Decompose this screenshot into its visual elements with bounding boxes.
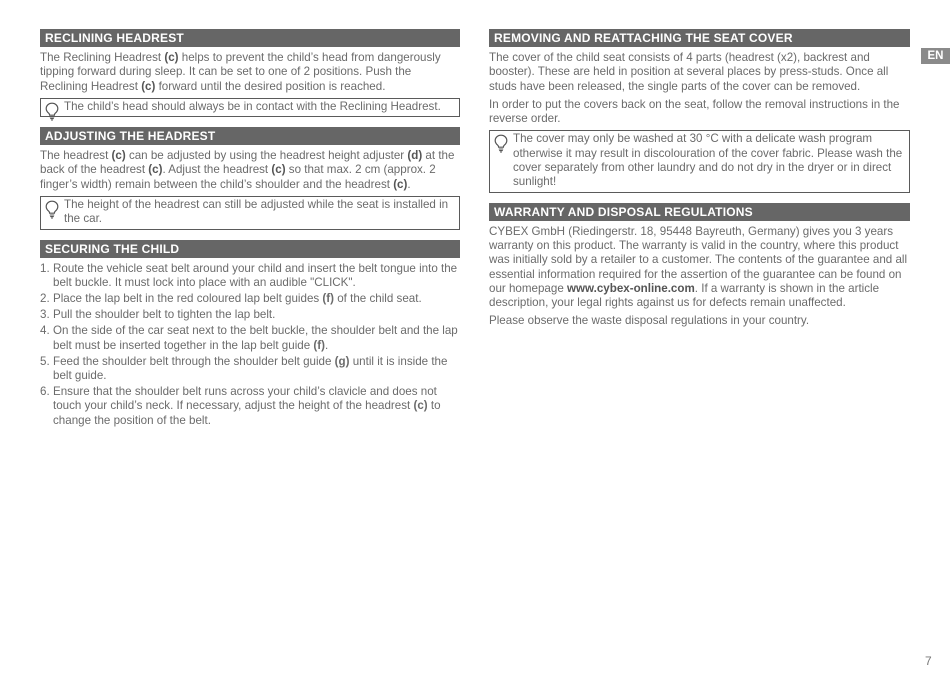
list-item [40, 324, 460, 353]
bold-reference: (c) [141, 79, 156, 93]
step-text: Feed the shoulder belt through the shoulder belt guide (g) until it is inside the belt guide. [53, 354, 448, 382]
note-text: The child’s head should always be in contact with the Reclining Headrest. [64, 99, 441, 113]
section-heading: RECLINING HEADREST [40, 29, 460, 47]
bold-reference: (c) [271, 163, 286, 177]
page-number: 7 [925, 654, 932, 668]
section-heading: WARRANTY AND DISPOSAL REGULATIONS [489, 203, 910, 221]
paragraph: The Reclining Headrest (c) helps to prevent the child’s head from dangerously tipping forward during sleep. It can be set to one of 2 positions. Push the Reclining Headrest (c) forward until the desired position is reached. [40, 51, 441, 93]
step-text: Ensure that the shoulder belt runs across your child’s clavicle and does not touch your child’s neck. If necessary, adjust the height of the headrest (c) to change the position of the belt. [53, 385, 441, 427]
lightbulb-icon [494, 134, 508, 153]
note-box [40, 98, 460, 117]
step-text: Pull the shoulder belt to tighten the lap belt. [53, 308, 276, 322]
section-heading: SECURING THE CHILD [40, 240, 460, 258]
bold-reference: (c) [148, 163, 163, 177]
bold-reference: (c) [413, 399, 428, 413]
step-number: 1. [40, 261, 50, 275]
step-number: 2. [40, 292, 50, 306]
note-text: The height of the headrest can still be adjusted while the seat is installed in the car. [64, 198, 449, 226]
lightbulb-icon [45, 200, 59, 219]
section-heading: ADJUSTING THE HEADREST [40, 127, 460, 145]
list-item [40, 262, 460, 291]
paragraph: The headrest (c) can be adjusted by using the headrest height adjuster (d) at the back of the headrest (c). Adjust the headrest (c) so that max. 2 cm (approx. 2 finger’s width) remain between the child’s shoulder and the headrest (c). [40, 149, 455, 191]
step-text: On the side of the car seat next to the belt buckle, the shoulder belt and the lap belt must be inserted together in the lap belt guide (f). [53, 324, 458, 352]
list-item [40, 355, 460, 384]
section-heading: REMOVING AND REATTACHING THE SEAT COVER [489, 29, 910, 47]
list-item [40, 308, 460, 322]
bold-reference: (d) [407, 149, 423, 163]
step-number: 5. [40, 354, 50, 368]
note-text: The cover may only be washed at 30 °C with a delicate wash program otherwise it may result in discolouration of the cover fabric. Please wash the cover separately from other laundry and do not dry in the dryer or in direct sunlight! [513, 132, 903, 189]
bold-reference: (c) [164, 51, 179, 64]
note-box [40, 196, 460, 230]
bold-reference: (c) [111, 149, 126, 163]
step-text: Route the vehicle seat belt around your child and insert the belt tongue into the belt buckle. It must lock into place with an audible "CLICK". [53, 261, 458, 289]
list-item [40, 292, 460, 306]
bold-reference: (c) [393, 177, 408, 191]
bold-reference: (f) [313, 338, 325, 352]
note-box [489, 130, 910, 192]
list-item [40, 385, 460, 428]
language-tab: EN [921, 48, 950, 64]
section-securing-child [40, 240, 460, 428]
lightbulb-icon [45, 102, 59, 121]
section-warranty [489, 203, 910, 329]
paragraph: The cover of the child seat consists of 4 parts (headrest (x2), backrest and booster). These are held in position at several places by press-studs. Once all studs have been released, the single parts of the cover can be removed. [489, 51, 889, 93]
step-number: 3. [40, 308, 50, 322]
paragraph: In order to put the covers back on the seat, follow the removal instructions in the reverse order. [489, 97, 900, 126]
bold-reference: www.cybex-online.com [567, 281, 695, 295]
bold-reference: (f) [322, 292, 335, 306]
steps-list [40, 262, 460, 428]
step-text: Place the lap belt in the red coloured lap belt guides (f) of the child seat. [53, 292, 422, 306]
section-reclining-headrest [40, 29, 460, 117]
step-number: 4. [40, 324, 50, 338]
paragraph: Please observe the waste disposal regulations in your country. [489, 314, 810, 328]
right-column [489, 29, 910, 333]
section-seat-cover [489, 29, 910, 193]
section-adjusting-headrest [40, 127, 460, 229]
bold-reference: (g) [334, 354, 350, 368]
left-column [40, 29, 460, 430]
step-number: 6. [40, 385, 50, 399]
paragraph: CYBEX GmbH (Riedingerstr. 18, 95448 Bayreuth, Germany) gives you 3 years warranty on this product. The warranty is valid in the country, where this product was initially sold by a retailer to a customer. The contents of the guarantee and all essential information required for the assertion of the guarantee can be found on our homepage www.cybex-online.com. If a warranty is shown in the article description, your legal rights against us for defects remain unaffected. [489, 224, 908, 310]
